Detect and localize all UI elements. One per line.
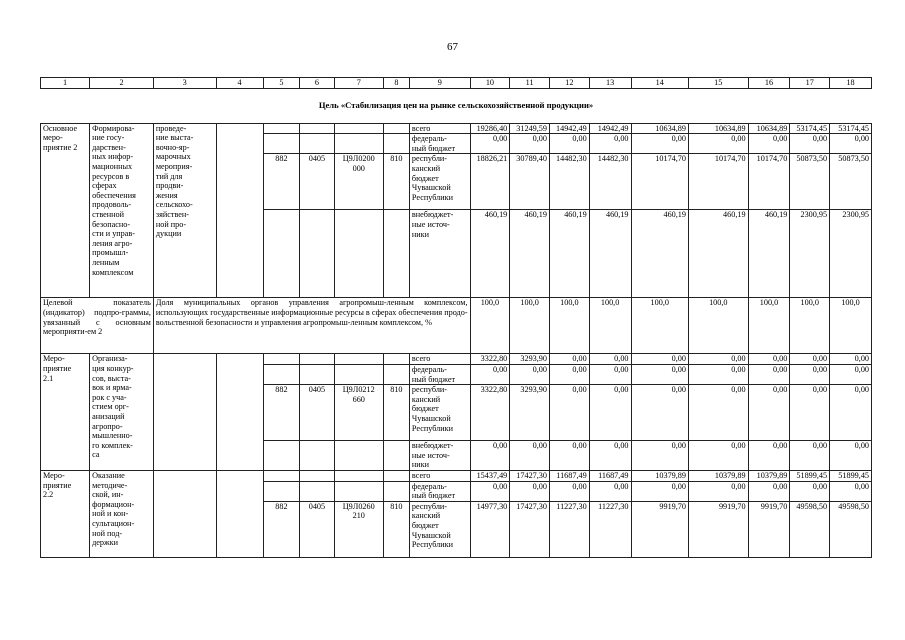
column-number: 10 (470, 78, 510, 89)
rz-code (300, 134, 334, 154)
amount-value: 0,00 (830, 364, 872, 384)
rz-code (300, 210, 334, 298)
indicator-value: 100,0 (549, 298, 589, 354)
csr-code (334, 134, 383, 154)
amount-value: 0,00 (510, 364, 550, 384)
vr-code (383, 481, 409, 501)
amount-value: 53174,45 (790, 123, 830, 134)
column-number: 16 (748, 78, 790, 89)
cell-text: Ц9Л0260 210 (342, 501, 375, 521)
rz-code (300, 470, 334, 481)
amount-value: 0,00 (688, 441, 748, 471)
amount-value: 11227,30 (549, 501, 589, 557)
amount-value: 11687,49 (549, 470, 589, 481)
amount-value: 0,00 (631, 481, 688, 501)
page-number: 67 (447, 41, 458, 53)
amount-value: 0,00 (549, 364, 589, 384)
amount-value: 51899,45 (830, 470, 872, 481)
cell-text: федераль- ный бюджет (411, 481, 456, 501)
column-number: 14 (631, 78, 688, 89)
amount-value: 10634,89 (688, 123, 748, 134)
cell-text: федераль- ный бюджет (411, 134, 456, 153)
program-table (40, 77, 872, 558)
funding-source (409, 385, 470, 441)
amount-value: 14482,30 (589, 154, 631, 210)
amount-value: 460,19 (688, 210, 748, 298)
indicator-value: 100,0 (790, 298, 830, 354)
amount-value: 0,00 (549, 385, 589, 441)
vr-code (383, 470, 409, 481)
vr-code (383, 364, 409, 384)
cell-text: Оказание методиче- ской, ин- формацион- ной и кон- сультацион- ной под- держки (92, 470, 135, 548)
amount-value: 11227,30 (589, 501, 631, 557)
csr-code (334, 210, 383, 298)
amount-value: 460,19 (549, 210, 589, 298)
cell-text: всего (411, 470, 431, 480)
indicator-text: Доля муниципальных органов управления агропромыш-ленным комплексом, использующих государственные информационные ресурсы в сферах обеспечения продо-вольственной безопасности и управления агропромыш-ленным комплексом, % (153, 298, 470, 354)
amount-value: 0,00 (510, 481, 550, 501)
funding-source (409, 354, 470, 365)
funding-source (409, 364, 470, 384)
cell-text: проведе- ние выста- вочно-яр- марочных мероприя- тий для продви- жения сельскохо- зяйствен- ной про- дукции (155, 123, 194, 239)
amount-value: 0,00 (830, 134, 872, 154)
rz-code: 0405 (300, 154, 334, 210)
indicator-value: 100,0 (470, 298, 510, 354)
indicator-value: 100,0 (748, 298, 790, 354)
amount-value: 0,00 (631, 354, 688, 365)
event-activity (153, 123, 216, 298)
amount-value: 0,00 (790, 441, 830, 471)
amount-value: 0,00 (748, 481, 790, 501)
grbs-code (263, 354, 300, 365)
column-number: 8 (383, 78, 409, 89)
amount-value: 0,00 (589, 441, 631, 471)
amount-value: 0,00 (688, 364, 748, 384)
funding-source (409, 441, 470, 471)
grbs-code: 882 (263, 154, 300, 210)
cell-text: Основное меро- приятие 2 (43, 123, 78, 152)
empty-cell (216, 470, 263, 557)
csr-code (334, 154, 383, 210)
column-number: 9 (409, 78, 470, 89)
amount-value: 18826,21 (470, 154, 510, 210)
indicator-label: Целевой показатель (индикатор) подпро-граммы, увязанный с основным мероприяти-ем 2 (41, 298, 154, 354)
amount-value: 0,00 (549, 354, 589, 365)
indicator-value: 100,0 (631, 298, 688, 354)
header-row (41, 78, 872, 89)
rz-code (300, 441, 334, 471)
amount-value: 2300,95 (830, 210, 872, 298)
empty-cell (153, 470, 216, 557)
amount-value: 10379,89 (631, 470, 688, 481)
rz-code (300, 364, 334, 384)
grbs-code (263, 210, 300, 298)
indicator-value: 100,0 (830, 298, 872, 354)
amount-value: 14942,49 (589, 123, 631, 134)
grbs-code (263, 470, 300, 481)
amount-value: 15437,49 (470, 470, 510, 481)
column-number: 7 (334, 78, 383, 89)
amount-value: 460,19 (748, 210, 790, 298)
cell-text: республи- канский бюджет Чувашской Республики (411, 501, 453, 550)
amount-value: 14942,49 (549, 123, 589, 134)
amount-value: 3293,90 (510, 354, 550, 365)
amount-value: 30789,40 (510, 154, 550, 210)
grbs-code (263, 364, 300, 384)
cell-text: Организа- ция конкур- сов, выста- вок и ярма- рок с уча- стием орг- анизаций агропро- мышленно- го комплек- са (92, 354, 134, 460)
amount-value: 9919,70 (631, 501, 688, 557)
amount-value: 0,00 (748, 354, 790, 365)
amount-value: 0,00 (549, 441, 589, 471)
amount-value: 9919,70 (748, 501, 790, 557)
column-number: 15 (688, 78, 748, 89)
grbs-code (263, 123, 300, 134)
vr-code: 810 (383, 501, 409, 557)
amount-value: 0,00 (688, 481, 748, 501)
empty-cell (216, 123, 263, 298)
cell-text: внебюджет- ные источ- ники (411, 441, 454, 470)
amount-value: 0,00 (790, 385, 830, 441)
amount-value: 10174,70 (631, 154, 688, 210)
funding-source (409, 154, 470, 210)
amount-value: 0,00 (549, 481, 589, 501)
amount-value: 0,00 (510, 134, 550, 154)
amount-value: 10634,89 (748, 123, 790, 134)
column-number: 4 (216, 78, 263, 89)
cell-text: республи- канский бюджет Чувашской Республики (411, 385, 453, 433)
amount-value: 0,00 (790, 364, 830, 384)
amount-value: 11687,49 (589, 470, 631, 481)
amount-value: 9919,70 (688, 501, 748, 557)
rz-code (300, 123, 334, 134)
funding-source (409, 501, 470, 557)
amount-value: 0,00 (470, 481, 510, 501)
amount-value: 0,00 (510, 441, 550, 471)
amount-value: 49598,50 (790, 501, 830, 557)
grbs-code: 882 (263, 385, 300, 441)
rz-code: 0405 (300, 501, 334, 557)
amount-value: 53174,45 (830, 123, 872, 134)
column-number: 17 (790, 78, 830, 89)
indicator-value: 100,0 (510, 298, 550, 354)
event22-row (41, 470, 872, 481)
amount-value: 2300,95 (790, 210, 830, 298)
amount-value: 0,00 (830, 354, 872, 365)
amount-value: 10379,89 (688, 470, 748, 481)
amount-value: 0,00 (748, 385, 790, 441)
amount-value: 0,00 (589, 134, 631, 154)
amount-value: 14977,30 (470, 501, 510, 557)
indicator-value: 100,0 (589, 298, 631, 354)
funding-source (409, 470, 470, 481)
grbs-code (263, 441, 300, 471)
amount-value: 10379,89 (748, 470, 790, 481)
amount-value: 0,00 (688, 385, 748, 441)
vr-code (383, 441, 409, 471)
amount-value: 10634,89 (631, 123, 688, 134)
amount-value: 460,19 (589, 210, 631, 298)
amount-value: 14482,30 (549, 154, 589, 210)
empty-cell (216, 354, 263, 471)
vr-code (383, 354, 409, 365)
csr-code (334, 364, 383, 384)
amount-value: 0,00 (688, 134, 748, 154)
amount-value: 0,00 (470, 364, 510, 384)
csr-code (334, 441, 383, 471)
amount-value: 0,00 (790, 134, 830, 154)
cell-text: Меро- приятие 2.1 (43, 354, 72, 383)
empty-cell (153, 354, 216, 471)
amount-value: 0,00 (688, 354, 748, 365)
amount-value: 17427,30 (510, 470, 550, 481)
csr-code (334, 385, 383, 441)
event-name (41, 123, 90, 298)
table-body (41, 78, 872, 558)
amount-value: 31249,59 (510, 123, 550, 134)
column-number: 3 (153, 78, 216, 89)
amount-value: 0,00 (830, 441, 872, 471)
amount-value: 10174,70 (748, 154, 790, 210)
amount-value: 0,00 (589, 481, 631, 501)
amount-value: 0,00 (631, 364, 688, 384)
amount-value: 0,00 (748, 441, 790, 471)
cell-text: Формирова- ние госу- дарствен- ных инфор- мационных ресурсов в сферах обеспечения продоволь- ственной безопасно- сти и управ- ления агро- промышл- ленным комплексом (92, 123, 136, 277)
amount-value: 0,00 (790, 481, 830, 501)
amount-value: 0,00 (470, 134, 510, 154)
column-number: 12 (549, 78, 589, 89)
rz-code (300, 481, 334, 501)
amount-value: 460,19 (510, 210, 550, 298)
cell-text: всего (411, 354, 431, 364)
vr-code (383, 210, 409, 298)
column-number: 13 (589, 78, 631, 89)
amount-value: 3322,80 (470, 385, 510, 441)
amount-value: 0,00 (549, 134, 589, 154)
column-number: 18 (830, 78, 872, 89)
amount-value: 0,00 (830, 481, 872, 501)
event21-row (41, 354, 872, 365)
column-number: 11 (510, 78, 550, 89)
event-description (90, 123, 154, 298)
goal-title: Цель «Стабилизация цен на рынке сельскохозяйственной продукции» (318, 99, 594, 110)
amount-value: 0,00 (748, 364, 790, 384)
rz-code (300, 354, 334, 365)
column-number: 6 (300, 78, 334, 89)
funding-source (409, 123, 470, 134)
amount-value: 0,00 (631, 134, 688, 154)
amount-value: 50873,50 (790, 154, 830, 210)
csr-code (334, 123, 383, 134)
rz-code: 0405 (300, 385, 334, 441)
cell-text: Ц9Л0212 660 (342, 385, 375, 404)
amount-value: 51899,45 (790, 470, 830, 481)
event-name (41, 470, 90, 557)
grbs-code: 882 (263, 501, 300, 557)
cell-text: федераль- ный бюджет (411, 364, 456, 384)
goal-row (41, 88, 872, 123)
indicator-value: 100,0 (688, 298, 748, 354)
amount-value: 0,00 (631, 385, 688, 441)
csr-code (334, 354, 383, 365)
amount-value: 50873,50 (830, 154, 872, 210)
amount-value: 0,00 (790, 354, 830, 365)
cell-text: республи- канский бюджет Чувашской Республики (411, 154, 453, 202)
cell-text: Меро- приятие 2.2 (43, 470, 72, 500)
amount-value: 460,19 (631, 210, 688, 298)
indicator-row (41, 298, 872, 354)
amount-value: 0,00 (470, 441, 510, 471)
amount-value: 10174,70 (688, 154, 748, 210)
column-number: 5 (263, 78, 300, 89)
csr-code (334, 470, 383, 481)
vr-code: 810 (383, 385, 409, 441)
vr-code (383, 134, 409, 154)
grbs-code (263, 481, 300, 501)
event-name (41, 354, 90, 471)
amount-value: 0,00 (589, 385, 631, 441)
amount-value: 0,00 (631, 441, 688, 471)
cell-text: Ц9Л0200 000 (342, 154, 375, 173)
amount-value: 460,19 (470, 210, 510, 298)
column-number: 1 (41, 78, 90, 89)
amount-value: 3293,90 (510, 385, 550, 441)
grbs-code (263, 134, 300, 154)
amount-value: 49598,50 (830, 501, 872, 557)
funding-source (409, 481, 470, 501)
amount-value: 3322,80 (470, 354, 510, 365)
amount-value: 19286,40 (470, 123, 510, 134)
amount-value: 0,00 (589, 354, 631, 365)
column-number: 2 (90, 78, 154, 89)
vr-code (383, 123, 409, 134)
amount-value: 17427,30 (510, 501, 550, 557)
funding-source (409, 134, 470, 154)
csr-code (334, 501, 383, 557)
cell-text: всего (411, 123, 431, 133)
amount-value: 0,00 (830, 385, 872, 441)
amount-value: 0,00 (748, 134, 790, 154)
event2-row (41, 123, 872, 134)
event-description (90, 354, 154, 471)
event-description (90, 470, 154, 557)
funding-source (409, 210, 470, 298)
vr-code: 810 (383, 154, 409, 210)
amount-value: 0,00 (589, 364, 631, 384)
cell-text: внебюджет- ные источ- ники (411, 210, 454, 239)
csr-code (334, 481, 383, 501)
